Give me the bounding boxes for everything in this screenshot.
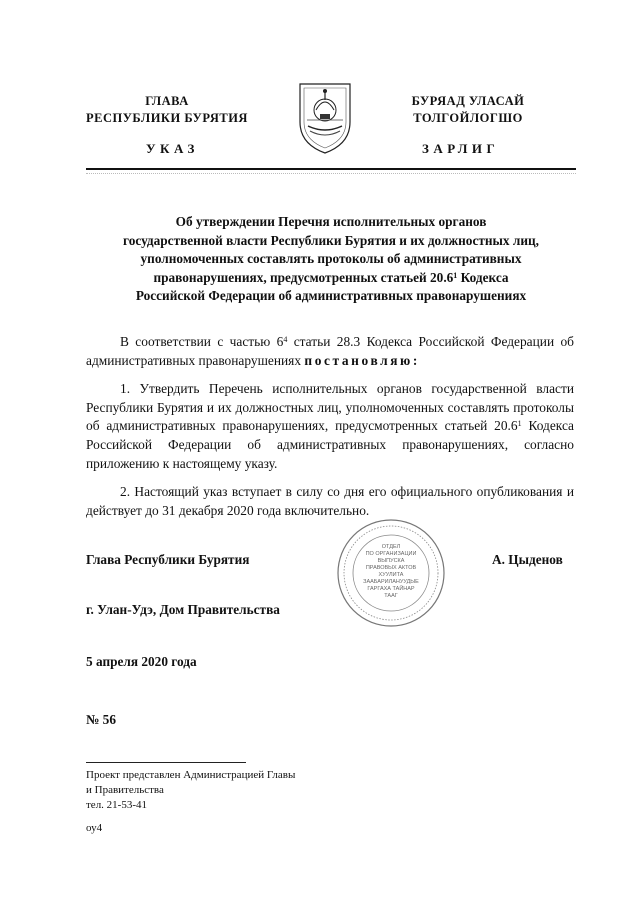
title-line3: уполномоченных составлять протоколы об административных — [140, 251, 522, 266]
signature-position: Глава Республики Бурятия — [86, 552, 250, 567]
title-line5: Российской Федерации об административных правонарушениях — [135, 288, 527, 303]
signature-name: А. Цыденов — [492, 552, 563, 567]
item-2-paragraph — [86, 483, 574, 520]
place-of-signing: г. Улан-Удэ, Дом Правительства — [86, 602, 280, 617]
footnote-divider — [86, 762, 246, 763]
preamble-sup: 4 — [283, 335, 288, 344]
item-1-text-start: 1. Утвердить Перечень исполнительных органов государственной власти Республики Бурятия и их должностных лиц, уполномоченных составлять протоколы об административных правонарушениях, предусмотренных статьей 20.6 — [86, 381, 574, 434]
document-number: № 56 — [86, 712, 116, 727]
preamble-text-end: статьи 28.3 Кодекса Российской Федерации об административных правонарушениях — [86, 334, 574, 368]
item-1-text-end: Кодекса Российской Федерации об административных правонарушениях, согласно приложению к настоящему указу. — [86, 418, 574, 471]
official-stamp — [336, 518, 446, 628]
footnote-line3: тел. 21-53-41 — [86, 799, 148, 811]
footnote-code: оу4 — [86, 822, 103, 834]
coat-of-arms-emblem — [292, 80, 358, 156]
stamp-line2: ПО ОРГАНИЗАЦИИ — [365, 551, 417, 557]
footnote-line1: Проект представлен Администрацией Главы — [86, 769, 296, 781]
stamp-line6: ЗААБАРИЛАНУУДЫЕ — [363, 579, 419, 585]
footnote — [86, 768, 295, 836]
stamp-line1: ОТДЕЛ — [381, 544, 401, 550]
stamp-line4: ПРАВОВЫХ АКТОВ — [365, 565, 417, 571]
title-line1: Об утверждении Перечня исполнительных органов — [175, 214, 487, 229]
document-date: 5 апреля 2020 года — [86, 654, 197, 669]
stamp-inner-text — [354, 544, 428, 600]
preamble-text-start: В соответствии с частью 6 — [120, 334, 284, 349]
doc-type-left: УКАЗ — [146, 141, 199, 156]
header-divider — [86, 168, 576, 170]
header-left-line2: РЕСПУБЛИКИ БУРЯТИЯ — [86, 111, 248, 125]
preamble-paragraph — [86, 333, 574, 370]
title-line4-end: Кодекса — [457, 269, 509, 285]
header-dotted-line — [86, 173, 576, 174]
header-left — [72, 93, 262, 127]
footnote-line2: и Правительства — [86, 784, 164, 796]
stamp-line5: ХУУЛИТА — [378, 572, 404, 578]
doc-type-right: ЗАРЛИГ — [422, 141, 500, 156]
title-line4-start: правонарушениях, предусмотренных статьей 20.6 — [153, 269, 454, 285]
stamp-line7: ГАРГАХА ТАЙНАР — [367, 586, 415, 592]
item-1-sup: 1 — [517, 419, 522, 429]
title-line2: государственной власти Республики Бурятия и их должностных лиц, — [123, 232, 539, 248]
stamp-line3: ВЫПУСКА — [377, 558, 405, 564]
header-right-line1: БУРЯАД УЛАСАЙ — [411, 94, 525, 108]
header-right — [383, 93, 553, 127]
header-left-line1: ГЛАВА — [145, 94, 189, 108]
stamp-line8: ТААГ — [384, 593, 398, 599]
item-1-paragraph — [86, 380, 574, 474]
item-2-text: 2. Настоящий указ вступает в силу со дня его официального опубликования и действует до 31 декабря 2020 года включительно. — [86, 484, 574, 518]
header-right-line2: ТОЛГОЙЛОГШО — [413, 111, 523, 125]
title-line4-sup: 1 — [453, 270, 458, 280]
decree-word: постановляю: — [304, 352, 420, 368]
title-line4 — [86, 269, 576, 288]
document-title — [86, 213, 576, 306]
